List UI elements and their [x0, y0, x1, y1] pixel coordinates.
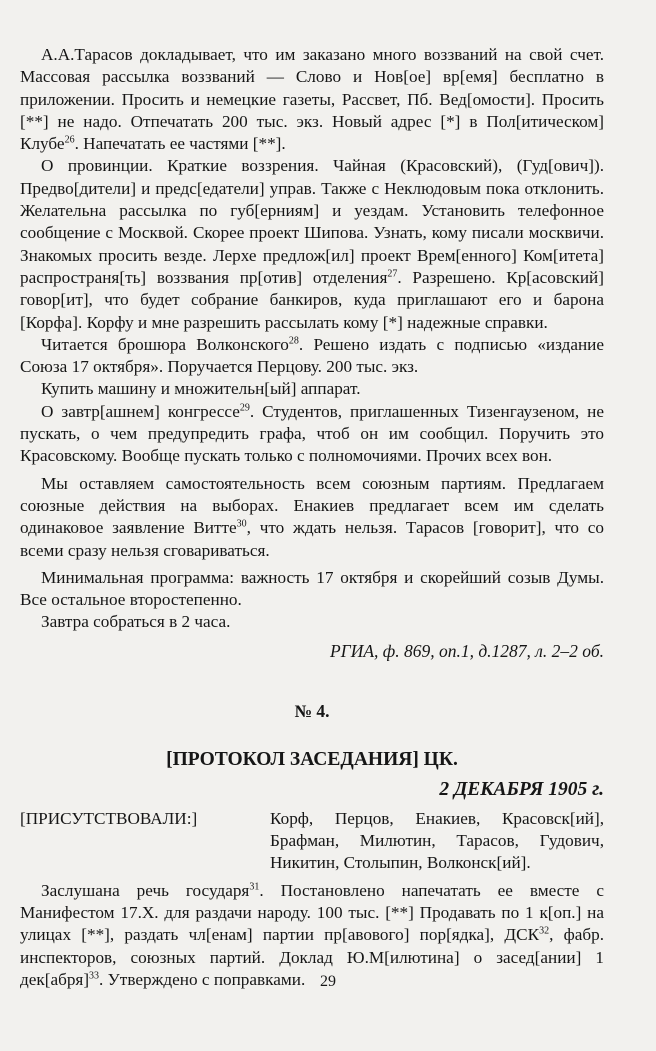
- footnote-ref: 27: [387, 268, 398, 280]
- paragraph-allied-parties: Мы оставляем самостоятельность всем союзным партиям. Предлагаем союзные действия на выборах. Енакиев предлагает всем им сделать одинаковое заявление Витте$^{30}$, что ждать нельзя. Тарасов [говорит], что со всеми сразу нельзя сговариваться.: [20, 473, 604, 560]
- page-number: 29: [320, 973, 336, 990]
- paragraph-minimal-program: Минимальная программа: важность 17 октября и скорейший созыв Думы. Все остальное второстепенно.: [20, 567, 604, 610]
- footnote-ref: 31: [249, 880, 260, 892]
- attendance-block: [20, 808, 604, 875]
- paragraph-tarasov-report: А.А.Тарасов докладывает, что им заказано много воззваний на свой счет. Массовая рассылка воззваний — Слово и Нов[ое] вр[емя] бесплатно в приложении. Просить и немецкие газеты, Рассвет, Пб. Вед[омости]. Просить [**] не надо. Отпечатать 200 тыс. экз. Новый адрес [*] в Пол[итическом] Клубе$^{26}$. Напечатать ее частями [**].: [20, 45, 604, 154]
- paragraph-tomorrow: Завтра собраться в 2 часа.: [41, 612, 231, 632]
- footnote-ref: 32: [539, 925, 550, 937]
- footnote-ref: 26: [64, 134, 75, 146]
- footnote-ref: 29: [239, 402, 250, 414]
- attendance-label: [ПРИСУТСТВОВАЛИ:]: [20, 808, 198, 828]
- footnote-ref: 33: [89, 970, 100, 982]
- paragraph-machine: Купить машину и множительн[ый] аппарат.: [41, 379, 361, 399]
- footnote-ref: 28: [288, 335, 299, 347]
- archive-source: РГИА, ф. 869, оп.1, д.1287, л. 2–2 об.: [330, 640, 604, 661]
- paragraph-congress: О завтр[ашнем] конгрессе$^{29}$. Студентов, приглашенных Тизенгаузеном, не пускать, о чем предупредить графа, чтоб он им сообщил. Поручить это Красовскому. Вообще пускать только с полномочиями. Прочих всех вон.: [20, 401, 604, 466]
- document-date: 2 ДЕКАБРЯ 1905 г.: [439, 778, 604, 800]
- paragraph-tsar-speech: Заслушана речь государя$^{31}$. Постановлено напечатать ее вместе с Манифестом 17.Х. для раздачи народу. 100 тыс. [**] Продавать по 1 к[оп.] на улицах [**], раздать чл[енам] партии пр[авового] пор[ядка], ДСК$^{32}$, фабр. инспекторов, союзных партий. Доклад Ю.М[илютина] о засед[ании] 1 дек[абря]$^{33}$. Утверждено с поправками.: [20, 880, 604, 989]
- attendance-names: Корф, Перцов, Енакиев, Красовск[ий], Брафман, Милютин, Тарасов, Гудович, Никитин, Столыпин, Волконск[ий].: [270, 808, 604, 873]
- body-text: [20, 44, 604, 991]
- document-number: № 4.: [294, 700, 330, 721]
- paragraph-brochure: Читается брошюра Волконского$^{28}$. Решено издать с подписью «издание Союза 17 октября». Поручается Перцову. 200 тыс. экз.: [20, 334, 604, 377]
- document-title: [ПРОТОКОЛ ЗАСЕДАНИЯ] ЦК.: [166, 748, 458, 770]
- footnote-ref: 30: [236, 518, 247, 530]
- paragraph-provinces: О провинции. Краткие воззрения. Чайная (Красовский), (Гуд[ович]). Предво[дители] и предс[едатели] управ. Также с Неклюдовым пока отклонить. Желательна рассылка по губ[ерниям] и уездам. Установить телефонное сообщение с Москвой. Скорее проект Шипова. Узнать, кому писали москвичи. Знакомых просить везде. Лерхе предлож[ил] проект Врем[енного] Ком[итета] распространя[ть] воззвания пр[отив] отделения$^{27}$. Разрешено. Кр[асовский] говор[ит], что будет собрание банкиров, куда приглашают его и барона [Корфа]. Корфу и мне разрешить рассылать кому [*] надежные справки.: [20, 156, 604, 332]
